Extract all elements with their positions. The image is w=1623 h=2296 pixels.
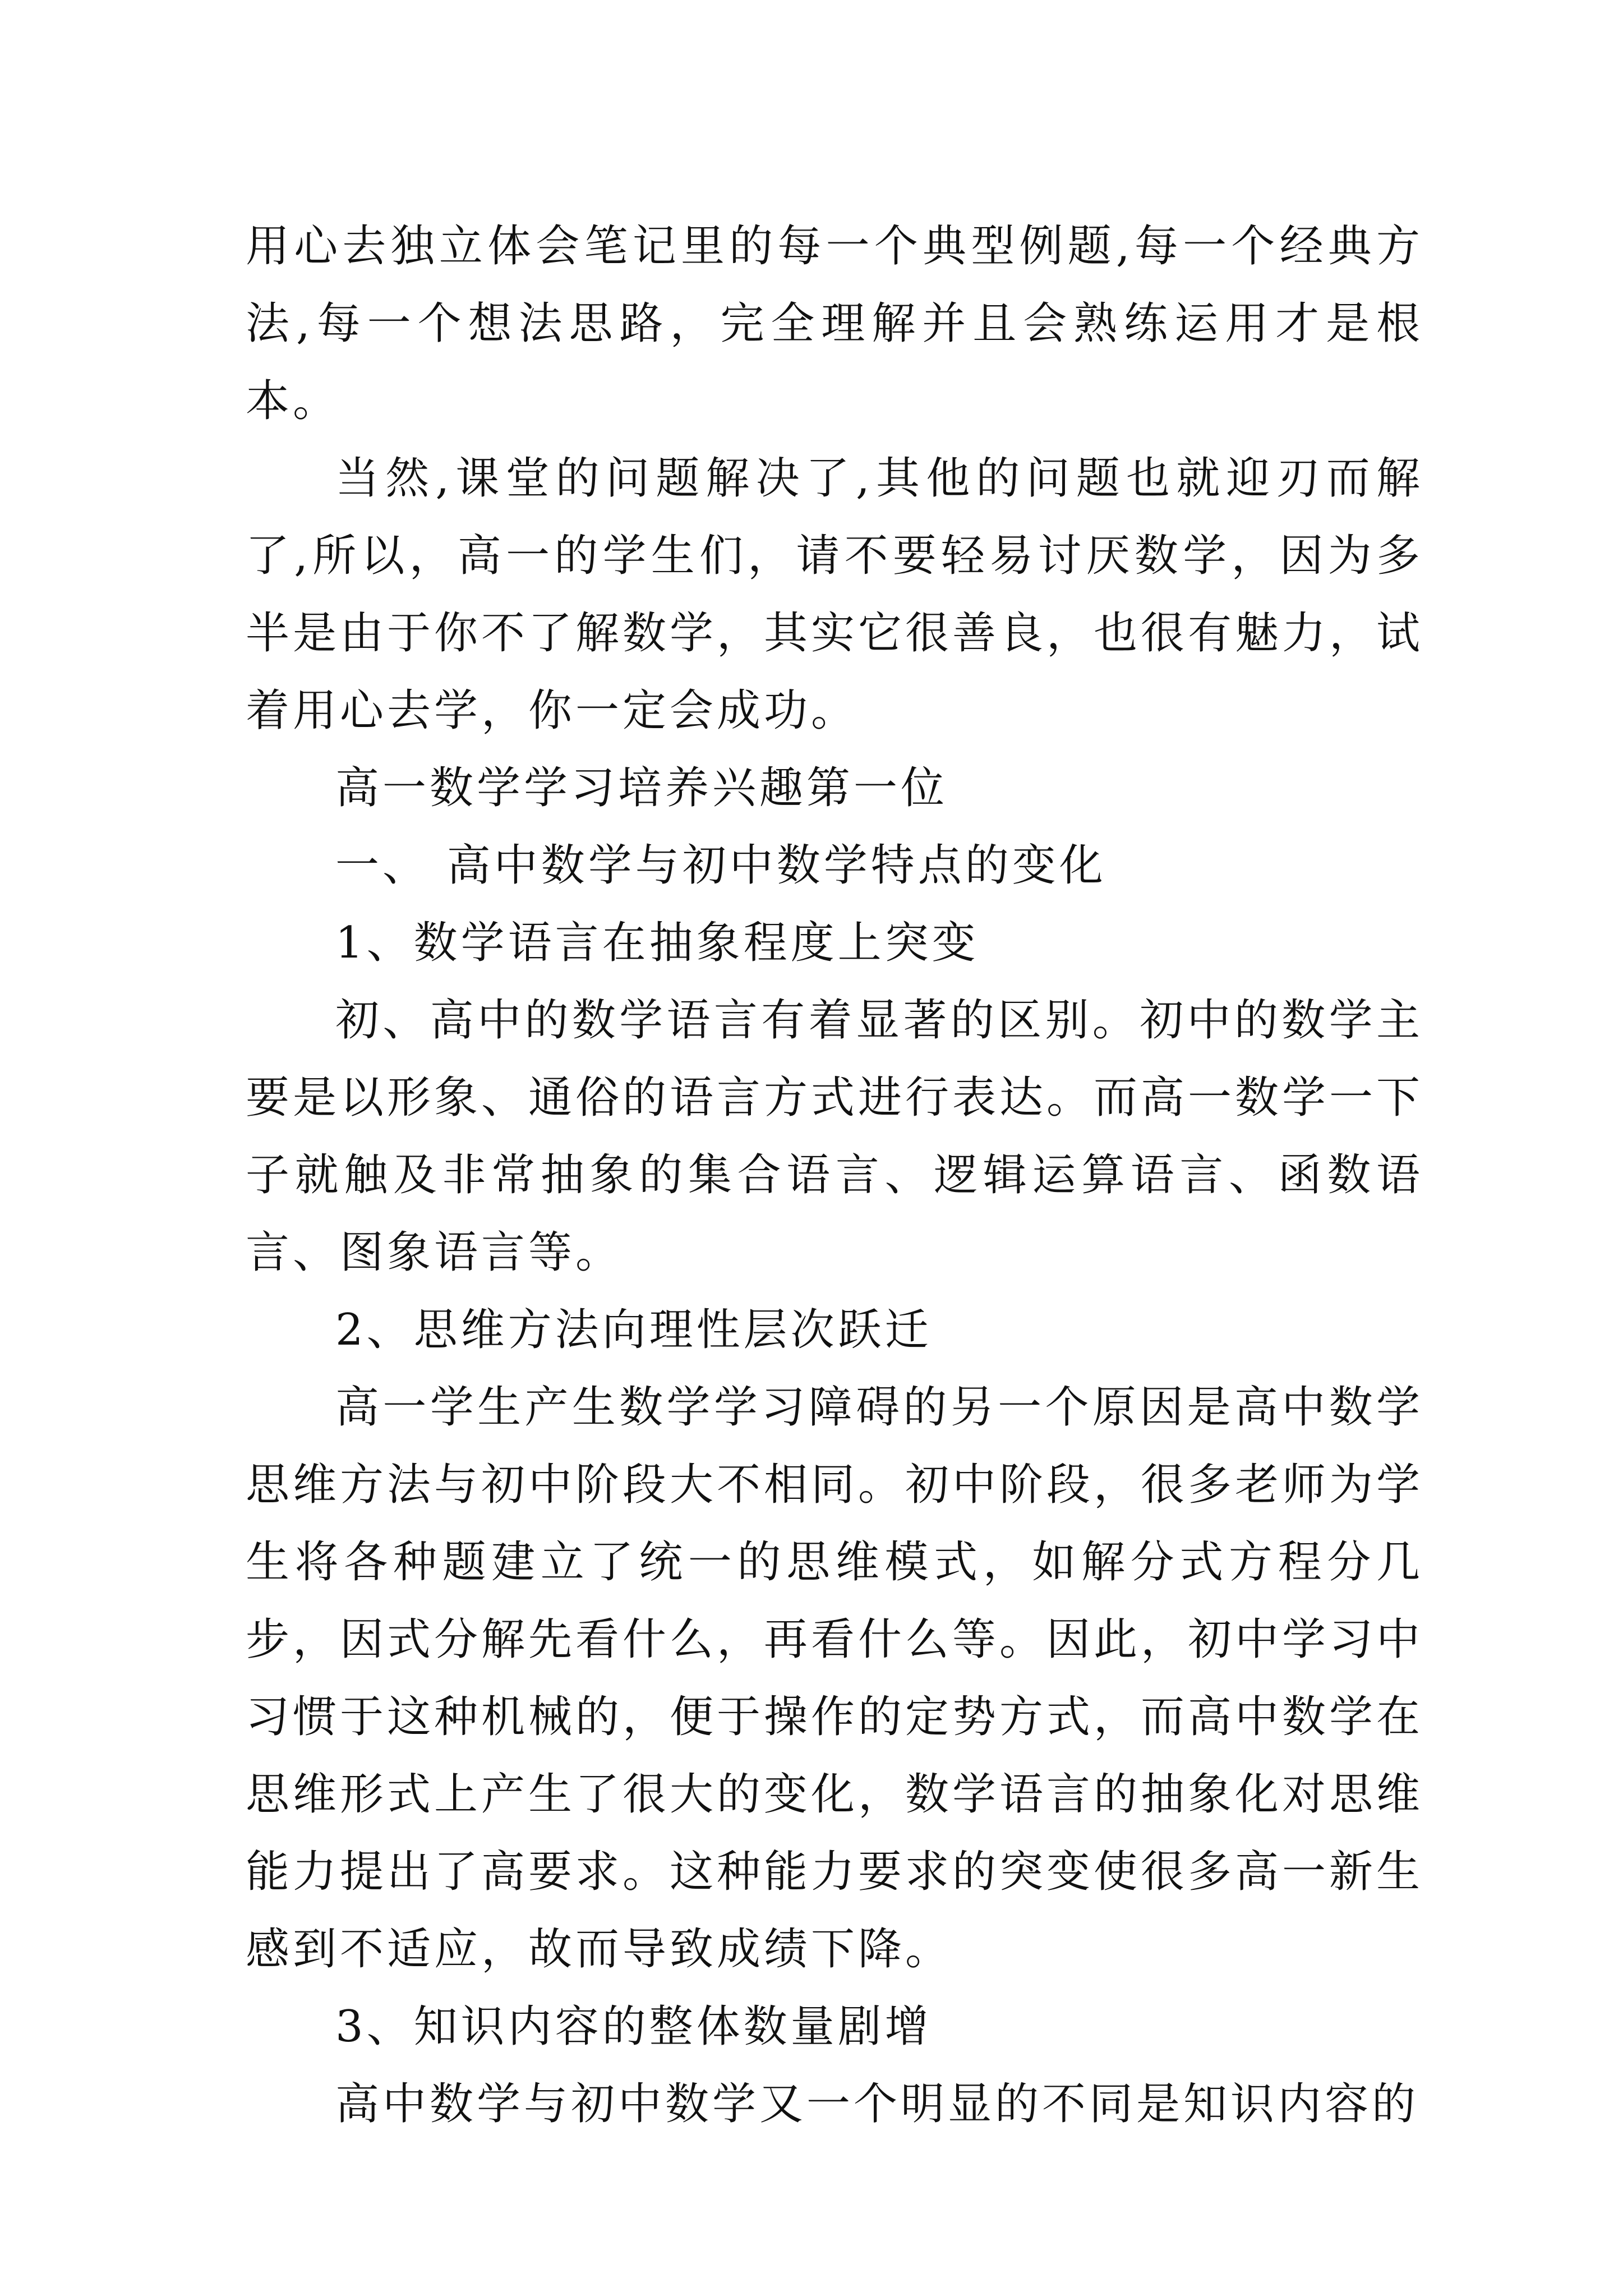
paragraph-thinking: 高一学生产生数学学习障碍的另一个原因是高中数学思维方法与初中阶段大不相同。初中阶段，很多老师为学生将各种题建立了统一的思维模式，如解分式方程分几步，因式分解先看什么，再看什么等。因此，初中学习中习惯于这种机械的，便于操作的定势方式，而高中数学在思维形式上产生了很大的变化，数学语言的抽象化对思维能力提出了高要求。这种能力要求的突变使很多高一新生感到不适应，故而导致成绩下降。 xyxy=(246,1382,1424,1975)
subheading-2: 2、思维方法向理性层次跃迁 xyxy=(335,1305,932,1355)
paragraph-language: 初、高中的数学语言有着显著的区别。初中的数学主要是以形象、通俗的语言方式进行表达。而高一数学一下子就触及非常抽象的集合语言、逻辑运算语言、函数语言、图象语言等。 xyxy=(246,995,1424,1278)
paragraph-continuation: 用心去独立体会笔记里的每一个典型例题,每一个经典方法,每一个想法思路，完全理解并且会熟练运用才是根本。 xyxy=(246,221,1423,426)
paragraph-knowledge: 高中数学与初中数学又一个明显的不同是知识内容的 xyxy=(335,2079,1419,2129)
subheading-3: 3、知识内容的整体数量剧增 xyxy=(335,2001,932,2052)
document-body xyxy=(246,208,1423,2143)
subheading-1: 1、数学语言在抽象程度上突变 xyxy=(335,918,979,968)
heading-level-1: 一、 高中数学与初中数学特点的变化 xyxy=(335,840,1106,891)
paragraph-conclusion: 当然,课堂的问题解决了,其他的问题也就迎刃而解了,所以，高一的学生们，请不要轻易讨厌数学，因为多半是由于你不了解数学，其实它很善良，也很有魅力，试着用心去学，你一定会成功。 xyxy=(246,453,1424,736)
section-title: 高一数学学习培养兴趣第一位 xyxy=(335,763,948,813)
